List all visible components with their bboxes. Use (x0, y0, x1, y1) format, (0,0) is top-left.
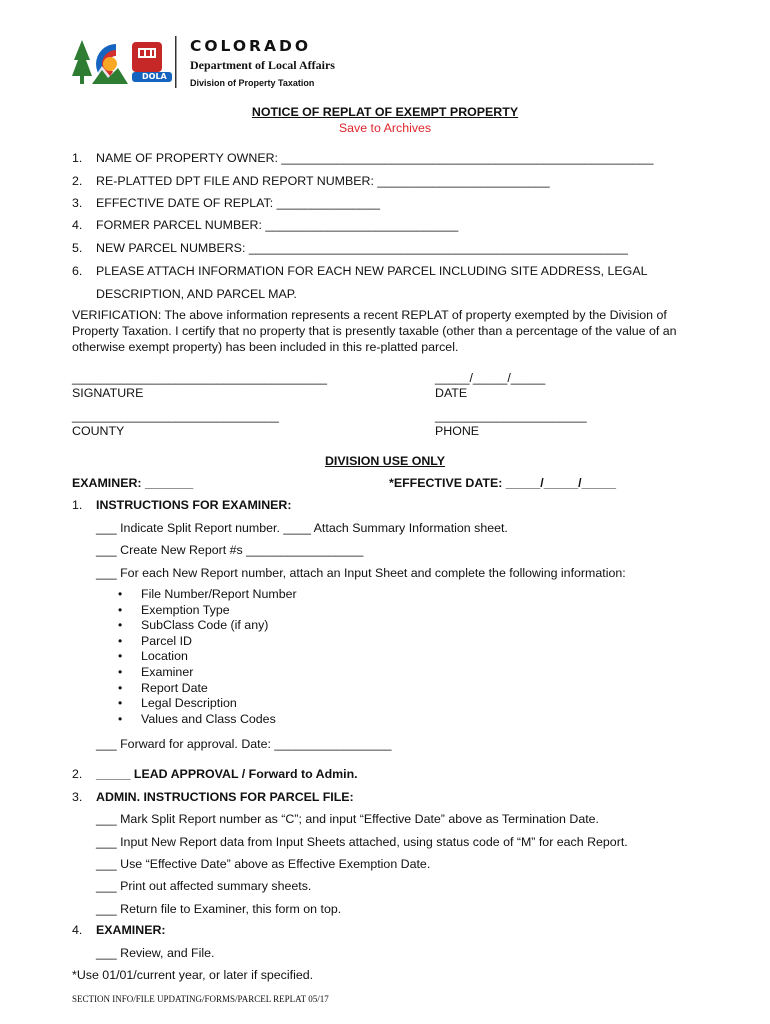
form-title: NOTICE OF REPLAT OF EXEMPT PROPERTY (251, 105, 519, 119)
item-number: 5. (72, 241, 83, 255)
division-name: Division of Property Taxation (190, 78, 315, 88)
list-item: • Examiner (118, 665, 297, 681)
admin-instruction-line: ___ Return file to Examiner, this form on top. (96, 902, 342, 916)
county-field[interactable]: ______________________________ (72, 409, 279, 423)
instruction-line: ___ Create New Report #s _________________ (96, 543, 364, 557)
list-item: • Parcel ID (118, 634, 297, 650)
section-number: 2. (72, 767, 83, 781)
footnote: *Use 01/01/current year, or later if specified. (72, 968, 314, 982)
verification-line-3: otherwise exempt property) has been included in this re-platted parcel. (72, 340, 459, 354)
examiner-instructions-title: INSTRUCTIONS FOR EXAMINER: (96, 498, 292, 512)
lead-approval-line: _____ LEAD APPROVAL / Forward to Admin. (96, 767, 358, 781)
date-field[interactable]: _____/_____/_____ (435, 371, 546, 385)
dpt-file-number-field[interactable]: RE-PLATTED DPT FILE AND REPORT NUMBER: _________________________ (96, 174, 550, 188)
division-use-heading: DIVISION USE ONLY (324, 454, 446, 468)
footer-text: SECTION INFO/FILE UPDATING/FORMS/PARCEL REPLAT 05/17 (72, 994, 329, 1004)
phone-field[interactable]: ______________________ (435, 409, 587, 423)
item-number: 2. (72, 174, 83, 188)
examiner-section-title: EXAMINER: (96, 923, 166, 937)
list-item: • Report Date (118, 681, 297, 697)
forward-approval-line: ___ Forward for approval. Date: _________________ (96, 737, 392, 751)
admin-instruction-line: ___ Input New Report data from Input Sheets attached, using status code of “M” for each Report. (96, 835, 628, 849)
effective-date-field[interactable]: EFFECTIVE DATE OF REPLAT: _______________ (96, 196, 380, 210)
county-label: COUNTY (72, 424, 125, 438)
attach-info-text: PLEASE ATTACH INFORMATION FOR EACH NEW PARCEL INCLUDING SITE ADDRESS, LEGAL (96, 264, 648, 278)
section-number: 1. (72, 498, 83, 512)
admin-instruction-line: ___ Use “Effective Date” above as Effective Exemption Date. (96, 857, 431, 871)
date-label: DATE (435, 386, 468, 400)
review-file-line: ___ Review, and File. (96, 946, 215, 960)
signature-field[interactable]: _____________________________________ (72, 371, 327, 385)
section-number: 4. (72, 923, 83, 937)
list-item: • SubClass Code (if any) (118, 618, 297, 634)
verification-line-1: VERIFICATION: The above information represents a recent REPLAT of property exempted by the Division of (72, 308, 667, 322)
section-number: 3. (72, 790, 83, 804)
item-number: 4. (72, 218, 83, 232)
admin-instructions-title: ADMIN. INSTRUCTIONS FOR PARCEL FILE: (96, 790, 354, 804)
list-item: • File Number/Report Number (118, 587, 297, 603)
colorado-logo (72, 36, 184, 88)
input-sheet-fields-list (118, 587, 297, 727)
admin-instruction-line: ___ Print out affected summary sheets. (96, 879, 312, 893)
attach-info-text-cont: DESCRIPTION, AND PARCEL MAP. (96, 287, 297, 301)
dola-badge-text: DOLA (142, 72, 167, 81)
state-name: COLORADO (190, 37, 312, 55)
effective-date-division-field[interactable]: *EFFECTIVE DATE: _____/_____/_____ (389, 476, 617, 490)
save-to-archives-link[interactable]: Save to Archives (338, 121, 432, 135)
property-owner-field[interactable]: NAME OF PROPERTY OWNER: ______________________________________________________ (96, 151, 654, 165)
list-item: • Legal Description (118, 696, 297, 712)
instruction-line: ___ For each New Report number, attach an Input Sheet and complete the following information: (96, 566, 626, 580)
new-parcel-field[interactable]: NEW PARCEL NUMBERS: _______________________________________________________ (96, 241, 628, 255)
list-item: • Values and Class Codes (118, 712, 297, 728)
former-parcel-field[interactable]: FORMER PARCEL NUMBER: ____________________________ (96, 218, 459, 232)
item-number: 1. (72, 151, 83, 165)
examiner-field[interactable]: EXAMINER: _______ (72, 476, 194, 490)
item-number: 3. (72, 196, 83, 210)
list-item: • Location (118, 649, 297, 665)
verification-line-2: Property Taxation. I certify that no property that is presently taxable (other than a percentage of the value of an (72, 324, 677, 338)
item-number: 6. (72, 264, 83, 278)
colorado-flag-icon (72, 36, 184, 88)
phone-label: PHONE (435, 424, 480, 438)
list-item: • Exemption Type (118, 603, 297, 619)
signature-label: SIGNATURE (72, 386, 144, 400)
admin-instruction-line: ___ Mark Split Report number as “C”; and input “Effective Date” above as Termination Date. (96, 812, 599, 826)
instruction-line: ___ Indicate Split Report number. ____ Attach Summary Information sheet. (96, 521, 508, 535)
department-name: Department of Local Affairs (190, 58, 335, 72)
